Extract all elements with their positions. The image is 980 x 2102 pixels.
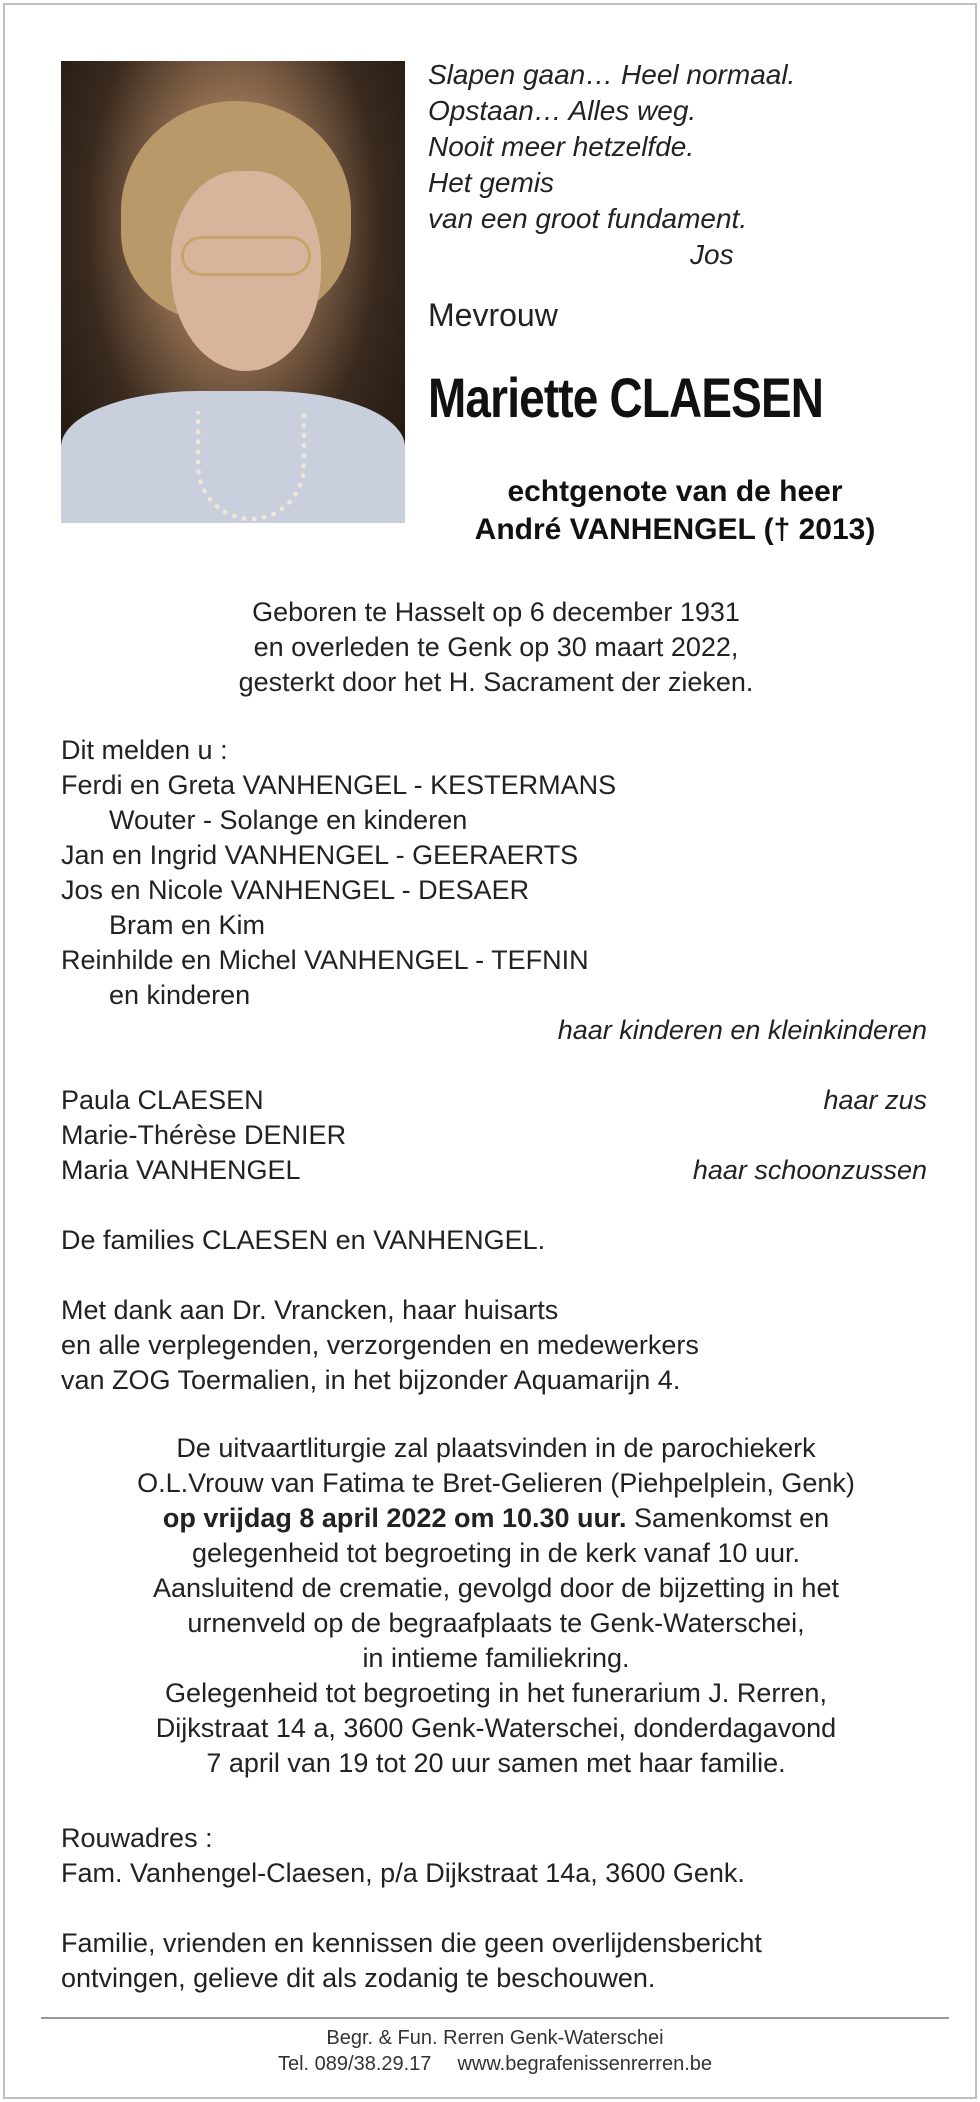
sister-name: Paula CLAESEN	[61, 1085, 264, 1115]
funeral-home-website[interactable]: www.begrafenissenrerren.be	[457, 2053, 713, 2075]
footer	[41, 2025, 949, 2077]
obituary-card	[3, 3, 977, 2099]
poem-signature: Jos	[690, 239, 734, 270]
funeral-date: op vrijdag 8 april 2022 om 10.30 uur.	[162, 1503, 627, 1533]
poem	[428, 57, 948, 273]
families-line: De families CLAESEN en VANHENGEL.	[61, 1225, 546, 1255]
birth-death-block	[61, 595, 931, 700]
funeral-line: in intieme familiekring.	[362, 1643, 630, 1673]
family-member: Bram en Kim	[109, 910, 266, 940]
sacrament-line: gesterkt door het H. Sacrament der zieken.	[238, 667, 754, 697]
poem-line: Het gemis	[428, 167, 555, 198]
poem-line: Opstaan… Alles weg.	[428, 95, 697, 126]
spouse-line: echtgenote van de heer	[507, 475, 843, 508]
deceased-name: Mariette CLAESEN	[428, 366, 824, 429]
contact-line	[41, 2051, 949, 2077]
footer-divider	[41, 2017, 949, 2019]
photo-necklace	[196, 411, 306, 521]
thanks-line: Met dank aan Dr. Vrancken, haar huisarts	[61, 1295, 559, 1325]
sister-in-law: Maria VANHENGEL	[61, 1155, 301, 1185]
closing-line: ontvingen, gelieve dit als zodanig te beschouwen.	[61, 1963, 656, 1993]
death-line: en overleden te Genk op 30 maart 2022,	[253, 632, 739, 662]
funeral-line: Dijkstraat 14 a, 3600 Genk-Waterschei, donderdagavond	[155, 1713, 837, 1743]
announcers-block	[61, 733, 927, 1398]
photo-glasses	[181, 236, 311, 276]
sister-in-law: Marie-Thérèse DENIER	[61, 1120, 347, 1150]
funeral-line: Gelegenheid tot begroeting in het funerarium J. Rerren,	[165, 1678, 827, 1708]
funeral-date-line	[61, 1501, 931, 1536]
honorific: Mevrouw	[428, 297, 558, 333]
thanks-line: en alle verplegenden, verzorgenden en medewerkers	[61, 1330, 699, 1360]
family-member: Reinhilde en Michel VANHENGEL - TEFNIN	[61, 945, 589, 975]
funeral-line-rest: Samenkomst en	[626, 1503, 830, 1533]
family-member: en kinderen	[109, 980, 251, 1010]
funeral-line: urnenveld op de begraafplaats te Genk-Waterschei,	[187, 1608, 805, 1638]
closing-line: Familie, vrienden en kennissen die geen overlijdensbericht	[61, 1928, 762, 1958]
address-label: Rouwadres :	[61, 1823, 213, 1853]
family-relation: haar kinderen en kleinkinderen	[557, 1015, 927, 1045]
sister-row	[61, 1083, 927, 1118]
poem-line: van een groot fundament.	[428, 203, 748, 234]
spouse-name: André VANHENGEL († 2013)	[474, 513, 876, 546]
funeral-home-phone: Tel. 089/38.29.17	[277, 2053, 432, 2075]
family-member: Ferdi en Greta VANHENGEL - KESTERMANS	[61, 770, 617, 800]
portrait-photo	[61, 61, 405, 523]
address-value: Fam. Vanhengel-Claesen, p/a Dijkstraat 14a, 3600 Genk.	[61, 1858, 745, 1888]
sisters-in-law-relation: haar schoonzussen	[692, 1155, 927, 1185]
funeral-line: De uitvaartliturgie zal plaatsvinden in de parochiekerk	[176, 1433, 816, 1463]
sister-in-law-row	[61, 1153, 927, 1188]
thanks-line: van ZOG Toermalien, in het bijzonder Aquamarijn 4.	[61, 1365, 681, 1395]
family-member: Wouter - Solange en kinderen	[109, 805, 468, 835]
poem-line: Slapen gaan… Heel normaal.	[428, 59, 796, 90]
spouse-block	[405, 473, 945, 549]
funeral-line: 7 april van 19 tot 20 uur samen met haar familie.	[206, 1748, 786, 1778]
family-member: Jos en Nicole VANHENGEL - DESAER	[61, 875, 530, 905]
family-member: Jan en Ingrid VANHENGEL - GEERAERTS	[61, 840, 579, 870]
funeral-line: O.L.Vrouw van Fatima te Bret-Gelieren (Piehpelplein, Genk)	[137, 1468, 855, 1498]
birth-line: Geboren te Hasselt op 6 december 1931	[252, 597, 740, 627]
funeral-line: Aansluitend de crematie, gevolgd door de bijzetting in het	[153, 1573, 839, 1603]
funeral-home-name: Begr. & Fun. Rerren Genk-Waterschei	[326, 2027, 664, 2049]
address-block	[61, 1821, 927, 1996]
poem-line: Nooit meer hetzelfde.	[428, 131, 695, 162]
funeral-block	[61, 1431, 931, 1781]
sister-relation: haar zus	[823, 1085, 927, 1115]
funeral-line: gelegenheid tot begroeting in de kerk vanaf 10 uur.	[192, 1538, 800, 1568]
announcers-intro: Dit melden u :	[61, 735, 228, 765]
